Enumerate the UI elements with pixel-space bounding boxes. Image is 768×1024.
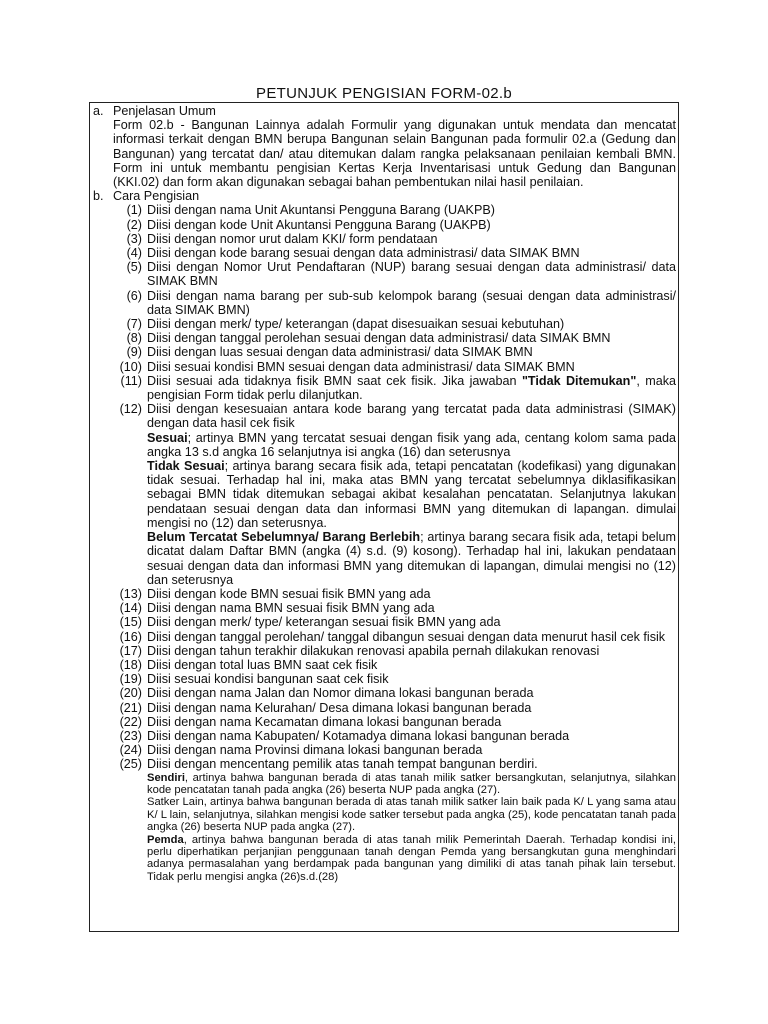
list-item: (17) Diisi dengan tahun terakhir dilakukan renovasi apabila pernah dilakukan renovasi [119,643,600,658]
list-item: (16) Diisi dengan tanggal perolehan/ tanggal dibangun sesuai dengan data menurut hasil cek fisik [119,629,666,644]
list-item-11: (11) Diisi sesuai ada tidaknya fisik BMN saat cek fisik. Jika jawaban "Tidak Ditemukan", maka pengisian Form tidak perlu dilanjutkan. [120,373,677,403]
list-item: (6) Diisi dengan nama barang per sub-sub kelompok barang (sesuai dengan data administrasi/ data SIMAK BMN) [126,288,676,317]
instructions-box [89,102,679,932]
tidak-sesuai-definition: Tidak Sesuai; artinya barang secara fisik ada, tetapi pencatatan (kodefikasi) yang digunakan tidak sesuai. Terhadap hal ini, maka atas BMN yang tercatat sebelumnya diklasifikasikan sebagai BMN tidak ditemukan sebagai akibat kesalahan pencatatan. Selanjutnya lakukan pendataan sesuai dengan data dan informasi BMN yang ditemukan di lapangan. dimulai mengisi no (12) dan seterusnya. [147,459,676,530]
list-item: (13) Diisi dengan kode BMN sesuai fisik BMN yang ada [119,586,431,601]
list-item: (3) Diisi dengan nomor urut dalam KKI/ form pendataan [126,231,438,246]
section-b-header [93,189,676,203]
list-item: (1) Diisi dengan nama Unit Akuntansi Pengguna Barang (UAKPB) [126,203,495,218]
list-item: (10) Diisi sesuai kondisi BMN sesuai dengan data administrasi/ data SIMAK BMN [119,359,575,374]
list-item: (7) Diisi dengan merk/ type/ keterangan (dapat disesuaikan sesuai kebutuhan) [126,317,565,332]
list-item-12: (12) Diisi dengan kesesuaian antara kode barang yang tercatat pada data administrasi (SIMAK) dengan data hasil cek fisik [119,402,676,431]
section-b-heading: Cara Pengisian [113,189,200,204]
tidak-ditemukan-term: "Tidak Ditemukan" [521,373,637,388]
belum-tercatat-definition: Belum Tercatat Sebelumnya/ Barang Berlebih; artinya barang secara fisik ada, tetapi belum dicatat dalam Daftar BMN (angka (4) s.d. (9) kosong). Terhadap hal ini, lakukan pendataan sesuai dengan data dan informasi BMN yang ditemukan di lapangan, dimulai mengisi no (12) dan seterusnya [147,530,676,587]
list-item: (4) Diisi dengan kode barang sesuai dengan data administrasi/ data SIMAK BMN [126,246,580,261]
section-b-label: b. [93,189,104,204]
list-item: (18) Diisi dengan total luas BMN saat cek fisik [119,657,378,672]
list-item: (9) Diisi dengan luas sesuai dengan data administrasi/ data SIMAK BMN [126,345,533,360]
pemda-definition: Pemda, artinya bahwa bangunan berada di atas tanah milik Pemerintah Daerah. Terhadap kondisi ini, perlu diperhatikan perjanjian penggunaan tanah dengan Pemda yang bersangkutan guna menghindari adanya permasalahan yang berdampak pada bangunan yang dimiliki di atas tanah pihak lain tersebut. Tidak perlu mengisi angka (26)s.d.(28) [147,833,676,883]
list-item: (8) Diisi dengan tanggal perolehan sesuai dengan data administrasi/ data SIMAK BMN [126,331,611,346]
list-item: (23) Diisi dengan nama Kabupaten/ Kotamadya dimana lokasi bangunan berada [119,728,570,743]
list-item-25: (25) Diisi dengan mencentang pemilik atas tanah tempat bangunan berdiri. [119,757,538,772]
page-title: PETUNJUK PENGISIAN FORM-02.b [256,85,512,102]
list-item: (22) Diisi dengan nama Kecamatan dimana lokasi bangunan berada [119,714,502,729]
items-1-10 [93,203,676,373]
sendiri-definition: Sendiri, artinya bahwa bangunan berada di atas tanah milik satker bersangkutan, selanjutnya, silahkan kode pencatatan tanah pada angka (26) beserta NUP pada angka (27). [147,771,676,796]
satker-lain-definition: Satker Lain, artinya bahwa bangunan berada di atas tanah milik satker lain baik pada K/ L yang sama atau K/ L lain, selanjutnya, silahkan mengisi kode satker tersebut pada angka (25), kode pencatatan tanah pada angka (26) beserta NUP pada angka (27). [147,796,676,834]
list-item: (5) Diisi dengan Nomor Urut Pendaftaran (NUP) barang sesuai dengan data administrasi/ data SIMAK BMN [126,260,676,289]
list-item: (19) Diisi sesuai kondisi bangunan saat cek fisik [119,672,389,687]
sesuai-definition: Sesuai; artinya BMN yang tercatat sesuai dengan fisik yang ada, centang kolom sama pada angka 13 s.d angka 16 selanjutnya isi angka (16) dan seterusnya [147,430,676,459]
section-a-header [93,104,676,118]
list-item: (14) Diisi dengan nama BMN sesuai fisik BMN yang ada [119,601,435,616]
list-item: (24) Diisi dengan nama Provinsi dimana lokasi bangunan berada [119,743,483,758]
section-a-label: a. [93,104,104,118]
list-item: (2) Diisi dengan kode Unit Akuntansi Pengguna Barang (UAKPB) [126,217,491,232]
list-item: (15) Diisi dengan merk/ type/ keterangan sesuai fisik BMN yang ada [119,615,501,630]
list-item: (20) Diisi dengan nama Jalan dan Nomor dimana lokasi bangunan berada [119,686,534,701]
items-13-24 [93,587,676,757]
section-a-paragraph: Form 02.b - Bangunan Lainnya adalah Formulir yang digunakan untuk mendata dan mencatat informasi terkait dengan BMN berupa Bangunan selain Bangunan pada formulir 02.a (Gedung dan Bangunan) yang tercatat dan/ atau ditemukan dalam rangka pelaksanaan penilaian kembali BMN. Form ini untuk membantu pengisian Kertas Kerja Inventarisasi untuk Gedung dan Bangunan (KKI.02) dan form akan digunakan sebagai bahan pembentukan nilai hasil penilaian. [113,118,676,190]
section-a-heading: Penjelasan Umum [113,104,216,118]
list-item: (21) Diisi dengan nama Kelurahan/ Desa dimana lokasi bangunan berada [119,700,532,715]
